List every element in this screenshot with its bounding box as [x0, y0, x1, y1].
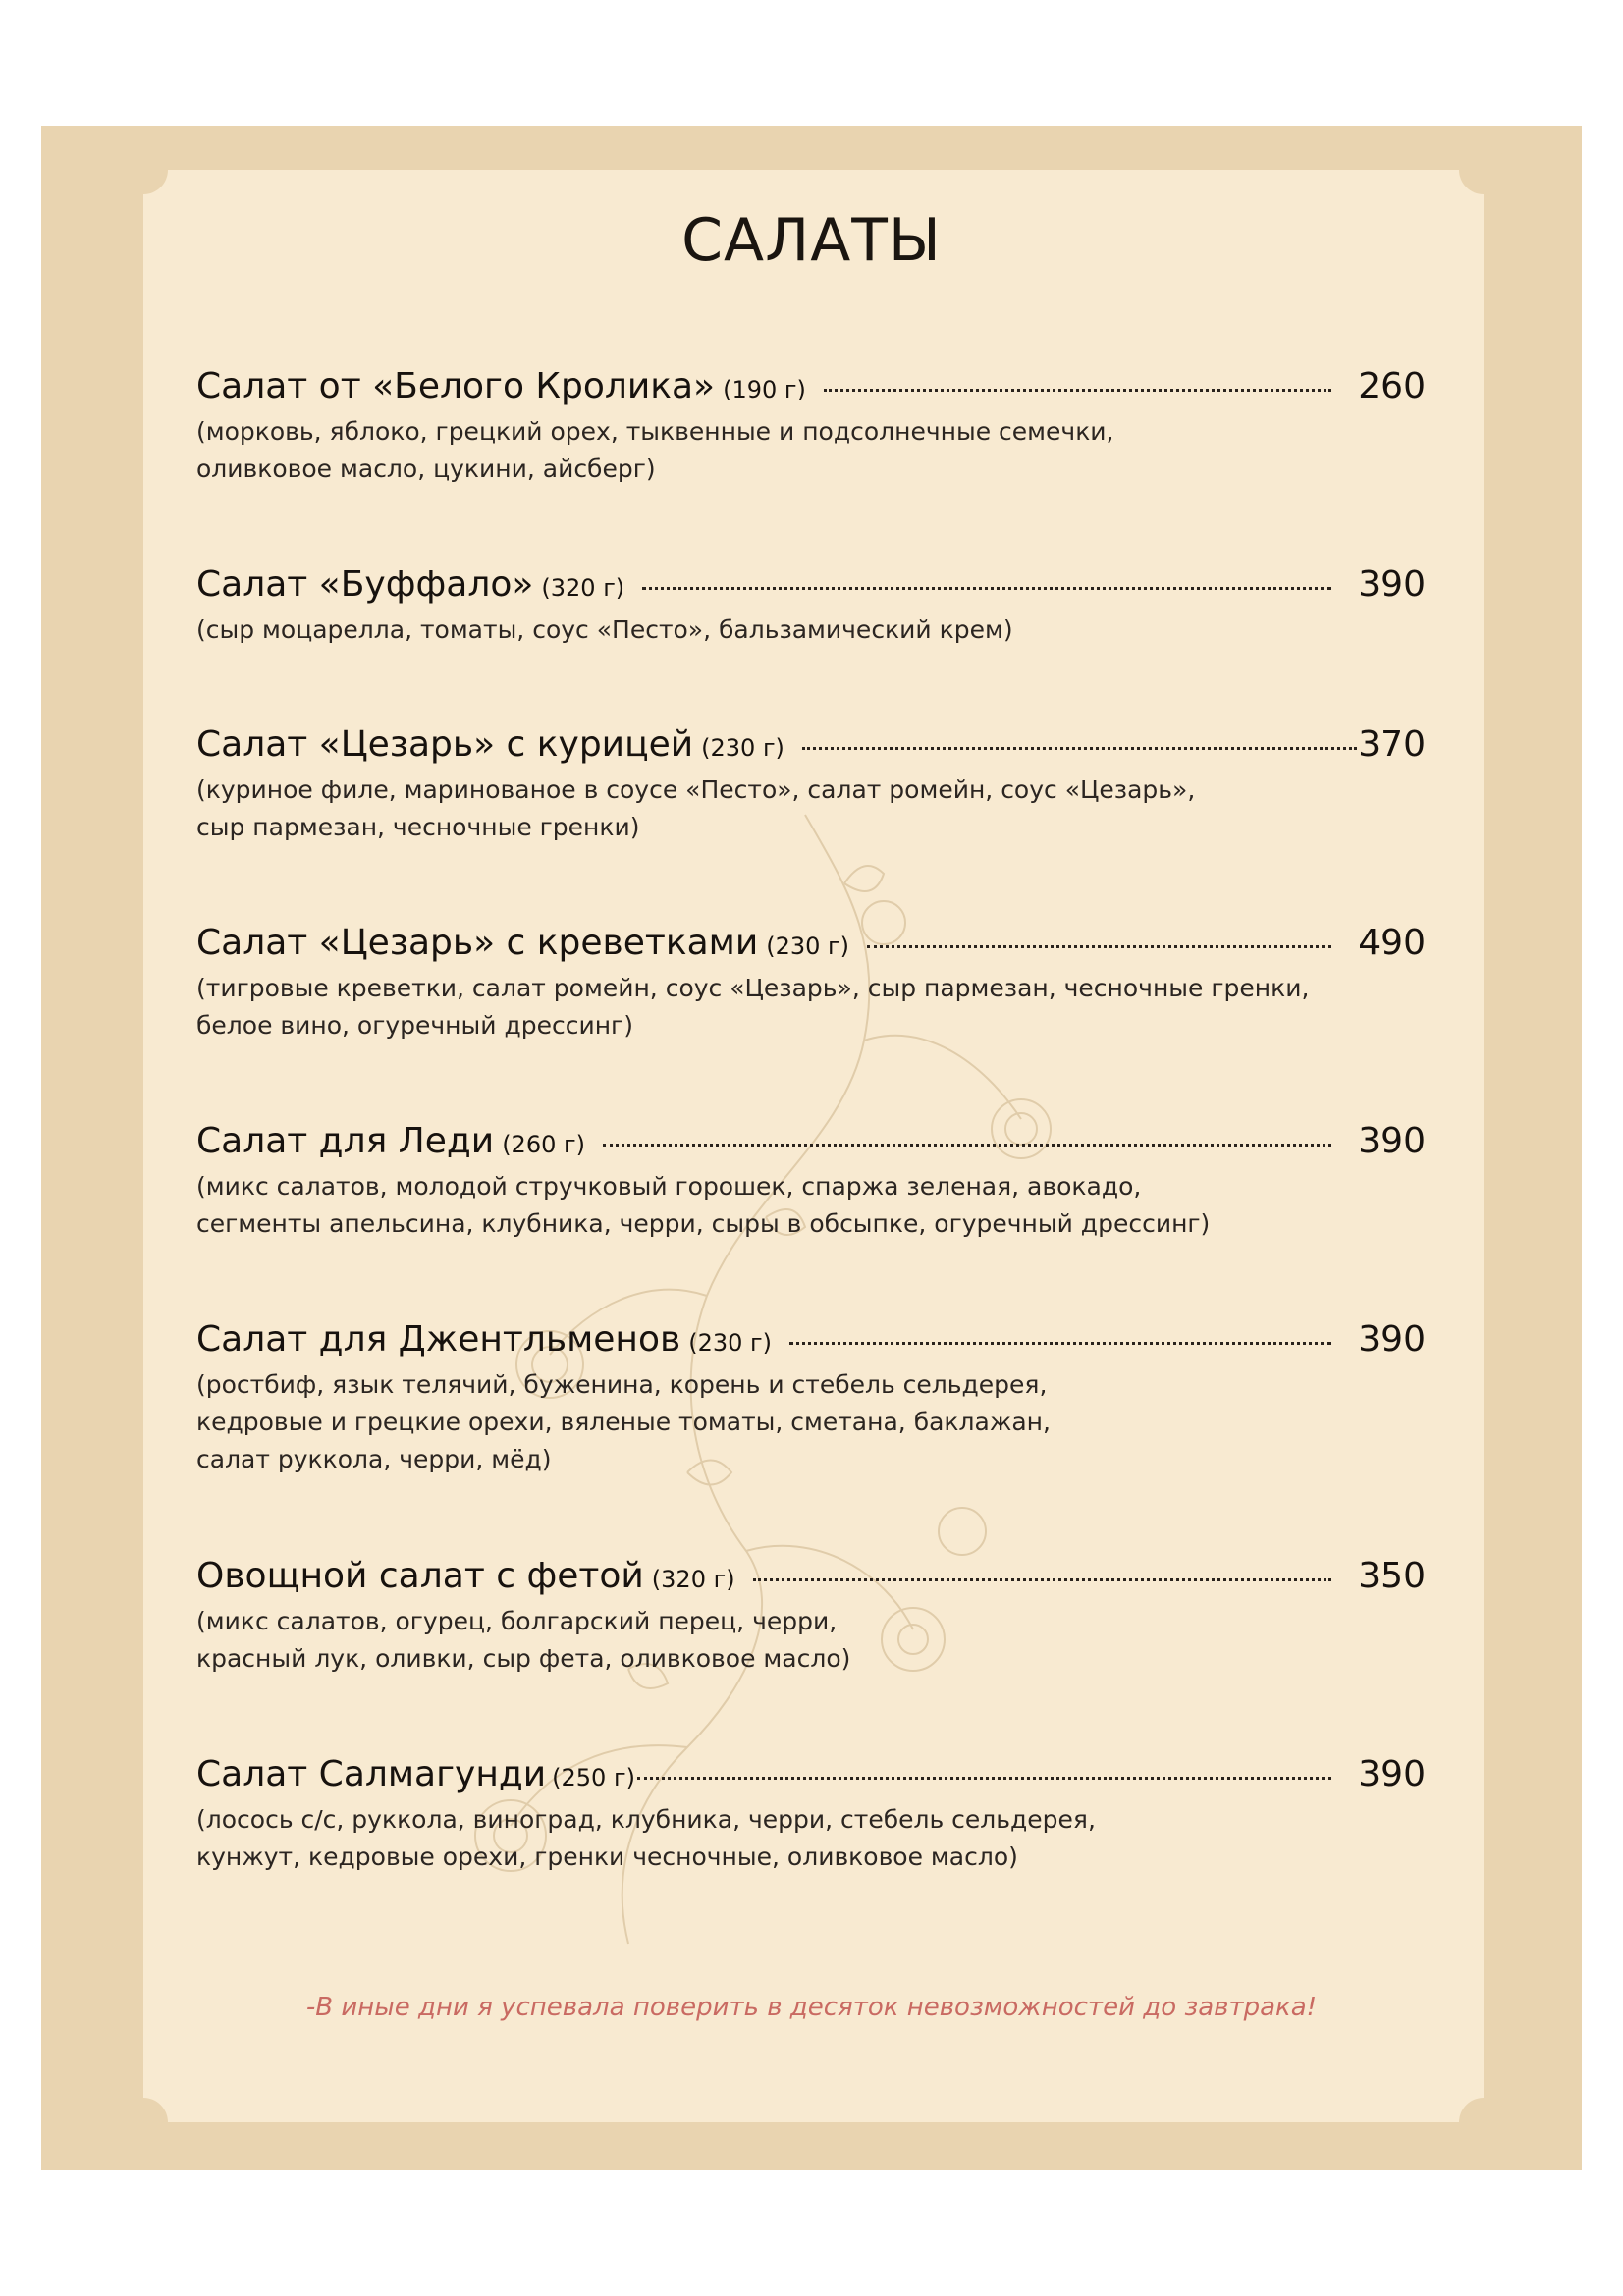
item-price: 390	[1358, 564, 1426, 605]
item-weight: (260 г)	[502, 1131, 585, 1158]
description-line: салат руккола, черри, мёд)	[196, 1445, 552, 1473]
item-description	[196, 1168, 1426, 1243]
item-price: 390	[1358, 1121, 1426, 1161]
item-price: 390	[1358, 1754, 1426, 1794]
description-line: (тигровые креветки, салат ромейн, соус «Цезарь», сыр пармезан, чесночные гренки,	[196, 974, 1310, 1002]
item-weight: (320 г)	[541, 574, 625, 602]
item-price: 490	[1358, 923, 1426, 963]
panel-corner-bottom-left	[119, 2098, 168, 2147]
menu-item	[196, 724, 1426, 846]
dot-leader	[789, 1342, 1331, 1345]
panel-corner-top-left	[119, 145, 168, 194]
description-line: сыр пармезан, чесночные гренки)	[196, 813, 640, 841]
description-line: красный лук, оливки, сыр фета, оливковое масло)	[196, 1644, 851, 1673]
item-description	[196, 772, 1426, 846]
item-weight: (250 г)	[552, 1764, 635, 1791]
dot-leader	[867, 945, 1331, 948]
item-name: Салат «Цезарь» с курицей	[196, 724, 694, 765]
item-price: 390	[1358, 1319, 1426, 1360]
menu-item	[196, 1556, 1426, 1678]
menu-item-line	[196, 923, 1426, 968]
menu-item	[196, 564, 1426, 649]
item-weight: (190 г)	[723, 376, 806, 403]
description-line: (сыр моцарелла, томаты, соус «Песто», бальзамический крем)	[196, 615, 1013, 644]
item-name: Салат для Леди	[196, 1121, 495, 1161]
menu-item-line	[196, 564, 1426, 610]
description-line: белое вино, огуречный дрессинг)	[196, 1011, 633, 1040]
item-price: 350	[1358, 1556, 1426, 1596]
description-line: кедровые и грецкие орехи, вяленые томаты, сметана, баклажан,	[196, 1408, 1051, 1436]
panel-corner-top-right	[1459, 145, 1508, 194]
menu-item-line	[196, 366, 1426, 411]
item-weight: (320 г)	[651, 1566, 735, 1593]
item-description	[196, 1603, 1426, 1678]
dot-leader	[753, 1578, 1331, 1581]
footer-quote: -В иные дни я успевала поверить в десяток невозможностей до завтрака!	[305, 1993, 1318, 2022]
description-line: (микс салатов, молодой стручковый горошек, спаржа зеленая, авокадо,	[196, 1172, 1142, 1201]
description-line: (морковь, яблоко, грецкий орех, тыквенные и подсолнечные семечки,	[196, 417, 1114, 446]
item-description	[196, 413, 1426, 488]
item-price: 370	[1358, 724, 1426, 765]
description-line: (ростбиф, язык телячий, буженина, корень и стебель сельдерея,	[196, 1370, 1048, 1399]
dot-leader	[603, 1144, 1331, 1147]
item-name: Салат Салмагунди	[196, 1754, 547, 1794]
description-line: сегменты апельсина, клубника, черри, сыры в обсыпке, огуречный дрессинг)	[196, 1209, 1211, 1238]
menu-item	[196, 923, 1426, 1044]
item-name: Салат для Джентльменов	[196, 1319, 681, 1360]
item-description	[196, 1801, 1426, 1876]
item-name: Салат «Буффало»	[196, 564, 534, 605]
description-line: оливковое масло, цукини, айсберг)	[196, 454, 656, 483]
item-name: Салат от «Белого Кролика»	[196, 366, 716, 406]
menu-item-line	[196, 724, 1426, 770]
menu-item-line	[196, 1556, 1426, 1601]
description-line: (куриное филе, маринованое в соусе «Песто», салат ромейн, соус «Цезарь»,	[196, 775, 1196, 804]
item-description	[196, 1366, 1426, 1478]
item-name: Салат «Цезарь» с креветками	[196, 923, 759, 963]
item-weight: (230 г)	[688, 1329, 772, 1357]
menu-item-line	[196, 1754, 1426, 1799]
item-name: Овощной салат с фетой	[196, 1556, 644, 1596]
item-description	[196, 612, 1426, 649]
menu-item-line	[196, 1121, 1426, 1166]
dot-leader	[824, 389, 1331, 392]
page-title: САЛАТЫ	[681, 206, 942, 275]
item-weight: (230 г)	[766, 933, 850, 960]
menu-item	[196, 1754, 1426, 1876]
dot-leader	[642, 587, 1331, 590]
description-line: кунжут, кедровые орехи, гренки чесночные, оливковое масло)	[196, 1842, 1018, 1871]
panel-corner-bottom-right	[1459, 2098, 1508, 2147]
item-description	[196, 970, 1426, 1044]
item-price: 260	[1358, 366, 1426, 406]
dot-leader	[637, 1777, 1331, 1780]
dot-leader	[802, 747, 1357, 750]
description-line: (микс салатов, огурец, болгарский перец, черри,	[196, 1607, 838, 1635]
menu-item	[196, 1319, 1426, 1478]
menu-item	[196, 1121, 1426, 1243]
menu-item	[196, 366, 1426, 488]
menu-item-line	[196, 1319, 1426, 1364]
item-weight: (230 г)	[701, 734, 784, 762]
description-line: (лосось с/с, руккола, виноград, клубника, черри, стебель сельдерея,	[196, 1805, 1096, 1834]
